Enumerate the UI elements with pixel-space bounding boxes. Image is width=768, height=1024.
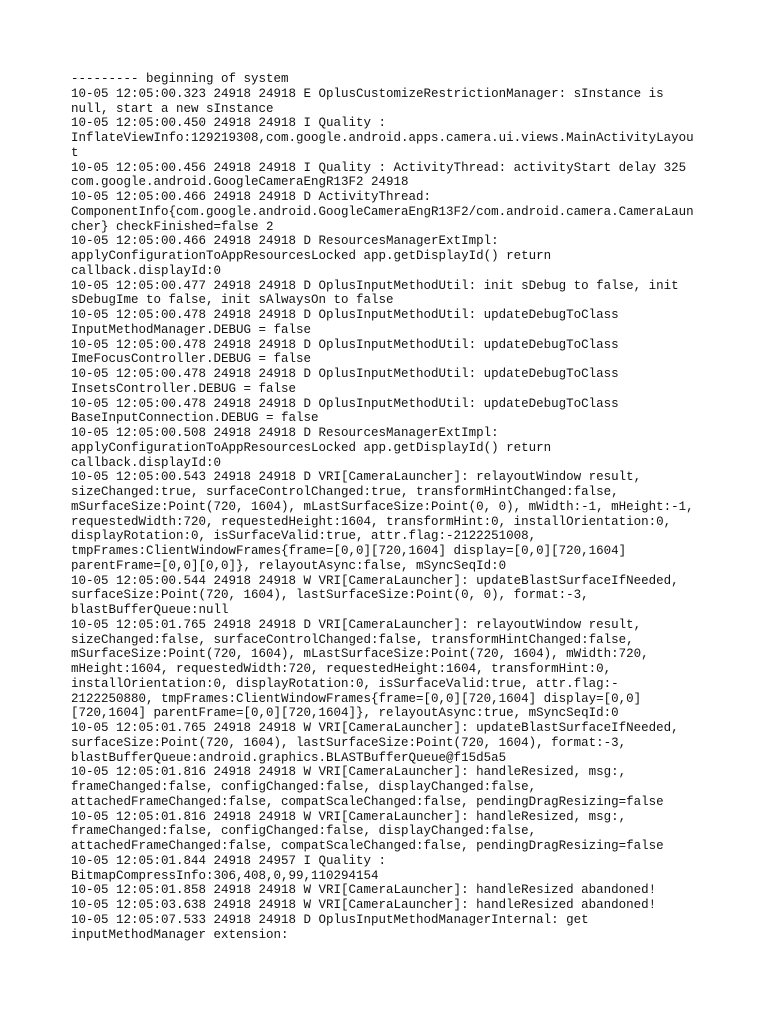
log-line: surfaceSize:Point(720, 1604), lastSurfaceSize:Point(0, 0), format:-3, <box>71 588 589 603</box>
log-line: InsetsController.DEBUG = false <box>71 381 297 396</box>
log-line: 10-05 12:05:00.466 24918 24918 D ActivityThread: <box>71 190 432 204</box>
log-line: 10-05 12:05:03.638 24918 24918 W VRI[CameraLauncher]: handleResized abandoned! <box>71 898 657 912</box>
log-line: tmpFrames:ClientWindowFrames{frame=[0,0][720,1604] display=[0,0][720,1604] <box>71 544 627 558</box>
log-line: 10-05 12:05:01.765 24918 24918 W VRI[CameraLauncher]: updateBlastSurfaceIfNeeded, <box>71 721 679 735</box>
log-line: 10-05 12:05:01.858 24918 24918 W VRI[CameraLauncher]: handleResized abandoned! <box>71 883 657 898</box>
log-line: attachedFrameChanged:false, compatScaleChanged:false, pendingDragResizing=false <box>71 794 664 809</box>
log-line: parentFrame=[0,0][0,0]}, relayoutAsync:false, mSyncSeqId:0 <box>71 558 507 573</box>
log-line: mSurfaceSize:Point(720, 1604), mLastSurfaceSize:Point(720, 1604), mWidth:720, <box>71 647 649 662</box>
log-line: cher} checkFinished=false 2 <box>71 219 274 234</box>
log-line: blastBufferQueue:null <box>71 603 229 617</box>
log-line: 10-05 12:05:07.533 24918 24918 D OplusInputMethodManagerInternal: get <box>71 912 589 927</box>
log-line: callback.displayId:0 <box>71 263 222 278</box>
log-line: sizeChanged:true, surfaceControlChanged:true, transformHintChanged:false, <box>71 485 619 499</box>
log-line: sizeChanged:false, surfaceControlChanged:false, transformHintChanged:false, <box>71 632 634 647</box>
log-line: callback.displayId:0 <box>71 455 222 470</box>
log-line: BaseInputConnection.DEBUG = false <box>71 411 319 426</box>
log-line: InputMethodManager.DEBUG = false <box>71 322 312 337</box>
log-line: displayRotation:0, isSurfaceValid:true, attr.flag:-2122251008, <box>71 529 537 544</box>
log-line: 10-05 12:05:00.478 24918 24918 D OplusInputMethodUtil: updateDebugToClass <box>71 308 619 322</box>
log-line: 2122250880, tmpFrames:ClientWindowFrames{frame=[0,0][720,1604] display=[0,0] <box>71 691 642 706</box>
log-line: t <box>71 145 79 160</box>
log-line: 10-05 12:05:00.323 24918 24918 E OplusCustomizeRestrictionManager: sInstance is <box>71 86 664 101</box>
log-line: 10-05 12:05:00.508 24918 24918 D ResourcesManagerExtImpl: <box>71 426 499 440</box>
log-line: applyConfigurationToAppResourcesLocked app.getDisplayId() return <box>71 440 552 455</box>
log-line: mHeight:1604, requestedWidth:720, requestedHeight:1604, transformHint:0, <box>71 662 612 676</box>
log-line: blastBufferQueue:android.graphics.BLASTBufferQueue@f15d5a5 <box>71 750 507 765</box>
log-line: --------- beginning of system <box>71 72 289 86</box>
log-line: installOrientation:0, displayRotation:0, isSurfaceValid:true, attr.flag:- <box>71 676 619 691</box>
log-line: 10-05 12:05:00.478 24918 24918 D OplusInputMethodUtil: updateDebugToClass <box>71 367 619 381</box>
log-line: InflateViewInfo:129219308,com.google.android.apps.camera.ui.views.MainActivityLayou <box>71 131 694 145</box>
log-line: 10-05 12:05:00.478 24918 24918 D OplusInputMethodUtil: updateDebugToClass <box>71 337 619 352</box>
log-line: ComponentInfo{com.google.android.GoogleCameraEngR13F2/com.android.camera.CameraLaun <box>71 204 694 219</box>
log-line: com.google.android.GoogleCameraEngR13F2 24918 <box>71 175 409 190</box>
log-line: 10-05 12:05:01.816 24918 24918 W VRI[CameraLauncher]: handleResized, msg:, <box>71 765 627 780</box>
log-line: mSurfaceSize:Point(720, 1604), mLastSurfaceSize:Point(0, 0), mWidth:-1, mHeight:-1, <box>71 499 694 514</box>
log-line: 10-05 12:05:00.450 24918 24918 I Quality : <box>71 116 387 131</box>
log-line: inputMethodManager extension: <box>71 927 289 942</box>
log-line: applyConfigurationToAppResourcesLocked app.getDisplayId() return <box>71 249 552 263</box>
log-line: 10-05 12:05:00.543 24918 24918 D VRI[CameraLauncher]: relayoutWindow result, <box>71 470 642 485</box>
log-line: 10-05 12:05:01.816 24918 24918 W VRI[CameraLauncher]: handleResized, msg:, <box>71 809 627 824</box>
log-line: 10-05 12:05:00.477 24918 24918 D OplusInputMethodUtil: init sDebug to false, init <box>71 278 679 293</box>
log-line: 10-05 12:05:00.456 24918 24918 I Quality : ActivityThread: activityStart delay 325 <box>71 160 687 175</box>
log-line: BitmapCompressInfo:306,408,0,99,110294154 <box>71 868 379 883</box>
log-line: 10-05 12:05:00.544 24918 24918 W VRI[CameraLauncher]: updateBlastSurfaceIfNeeded, <box>71 573 679 588</box>
log-document <box>71 72 701 942</box>
log-line: frameChanged:false, configChanged:false, displayChanged:false, <box>71 780 537 794</box>
log-line: 10-05 12:05:01.765 24918 24918 D VRI[CameraLauncher]: relayoutWindow result, <box>71 617 642 632</box>
log-line: 10-05 12:05:00.466 24918 24918 D ResourcesManagerExtImpl: <box>71 234 499 249</box>
log-line: sDebugIme to false, init sAlwaysOn to false <box>71 293 394 308</box>
log-line: null, start a new sInstance <box>71 101 274 116</box>
log-line: ImeFocusController.DEBUG = false <box>71 352 312 367</box>
log-line: requestedWidth:720, requestedHeight:1604, transformHint:0, installOrientation:0, <box>71 514 672 529</box>
log-line: attachedFrameChanged:false, compatScaleChanged:false, pendingDragResizing=false <box>71 839 664 853</box>
log-line: 10-05 12:05:01.844 24918 24957 I Quality : <box>71 853 387 868</box>
log-line: [720,1604] parentFrame=[0,0][720,1604]}, relayoutAsync:true, mSyncSeqId:0 <box>71 706 619 721</box>
log-line: surfaceSize:Point(720, 1604), lastSurfaceSize:Point(720, 1604), format:-3, <box>71 735 627 750</box>
log-line: 10-05 12:05:00.478 24918 24918 D OplusInputMethodUtil: updateDebugToClass <box>71 396 619 411</box>
log-line: frameChanged:false, configChanged:false, displayChanged:false, <box>71 824 537 839</box>
